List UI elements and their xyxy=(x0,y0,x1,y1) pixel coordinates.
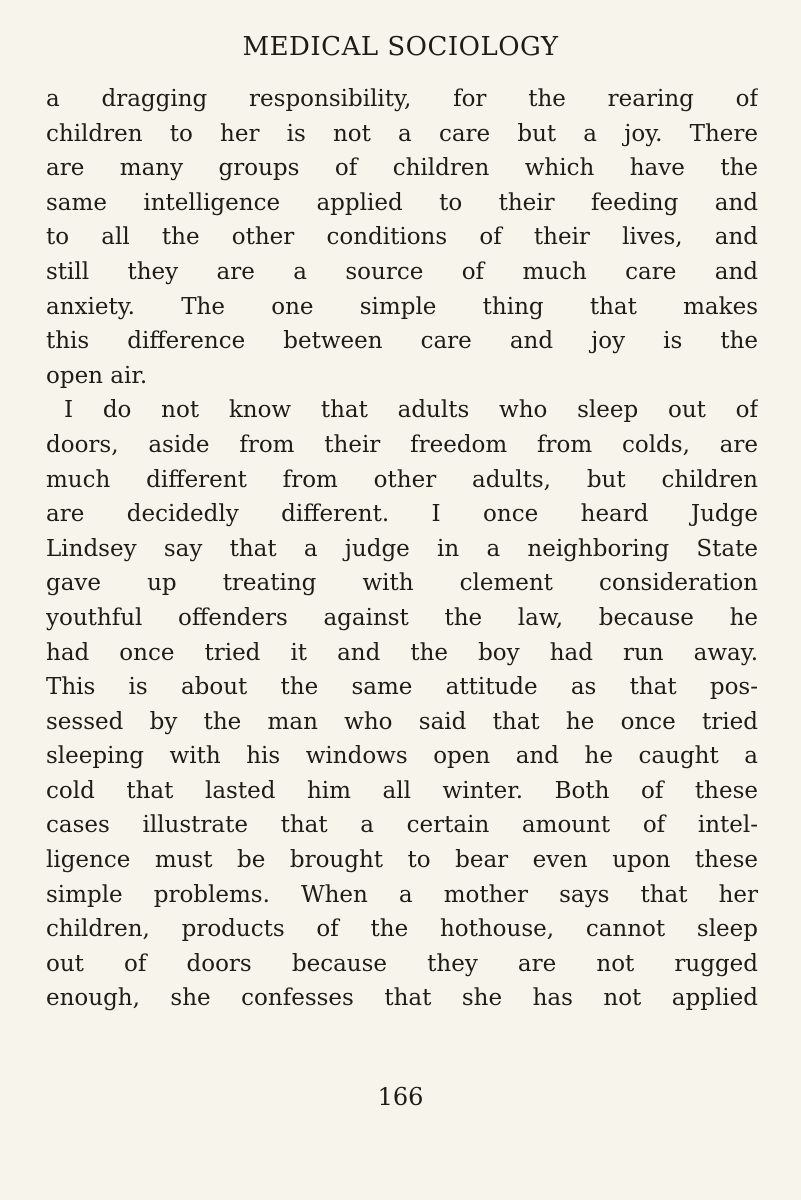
text-line: youthful offenders against the law, because he xyxy=(46,604,758,631)
text-line: cold that lasted him all winter. Both of these xyxy=(46,777,758,804)
text-line: children to her is not a care but a joy. There xyxy=(46,120,758,147)
text-line: enough, she confesses that she has not applied xyxy=(46,985,758,1012)
text-line: out of doors because they are not rugged xyxy=(46,950,758,977)
text-line: sessed by the man who said that he once tried xyxy=(46,708,758,735)
text-line: doors, aside from their freedom from colds, are xyxy=(46,431,758,458)
text-line: sleeping with his windows open and he caught a xyxy=(46,743,758,770)
text-line: anxiety. The one simple thing that makes xyxy=(46,293,758,320)
text-line: gave up treating with clement consideration xyxy=(46,570,758,597)
text-line: ligence must be brought to bear even upon these xyxy=(46,847,758,874)
text-line: Lindsey say that a judge in a neighboring State xyxy=(46,535,758,562)
text-line: children, products of the hothouse, cannot sleep xyxy=(46,916,758,943)
text-line: cases illustrate that a certain amount of intel- xyxy=(46,812,758,839)
page-number: 166 xyxy=(377,1083,424,1111)
text-line: same intelligence applied to their feeding and xyxy=(46,189,758,216)
text-line: this difference between care and joy is the xyxy=(46,328,758,355)
running-head: MEDICAL SOCIOLOGY xyxy=(242,32,559,62)
text-line: open air. xyxy=(46,362,148,389)
text-line: still they are a source of much care and xyxy=(46,258,758,285)
text-line: had once tried it and the boy had run away. xyxy=(46,639,758,666)
text-line: to all the other conditions of their lives, and xyxy=(46,224,758,251)
text-line: a dragging responsibility, for the rearing of xyxy=(46,86,758,112)
body-text xyxy=(46,82,758,1016)
text-line: are many groups of children which have the xyxy=(46,155,758,182)
text-line: simple problems. When a mother says that her xyxy=(46,881,758,908)
text-line: much different from other adults, but children xyxy=(46,466,758,493)
text-line: This is about the same attitude as that pos- xyxy=(46,674,758,701)
text-line: I do not know that adults who sleep out of xyxy=(64,397,758,424)
text-line: are decidedly different. I once heard Judge xyxy=(46,501,758,528)
